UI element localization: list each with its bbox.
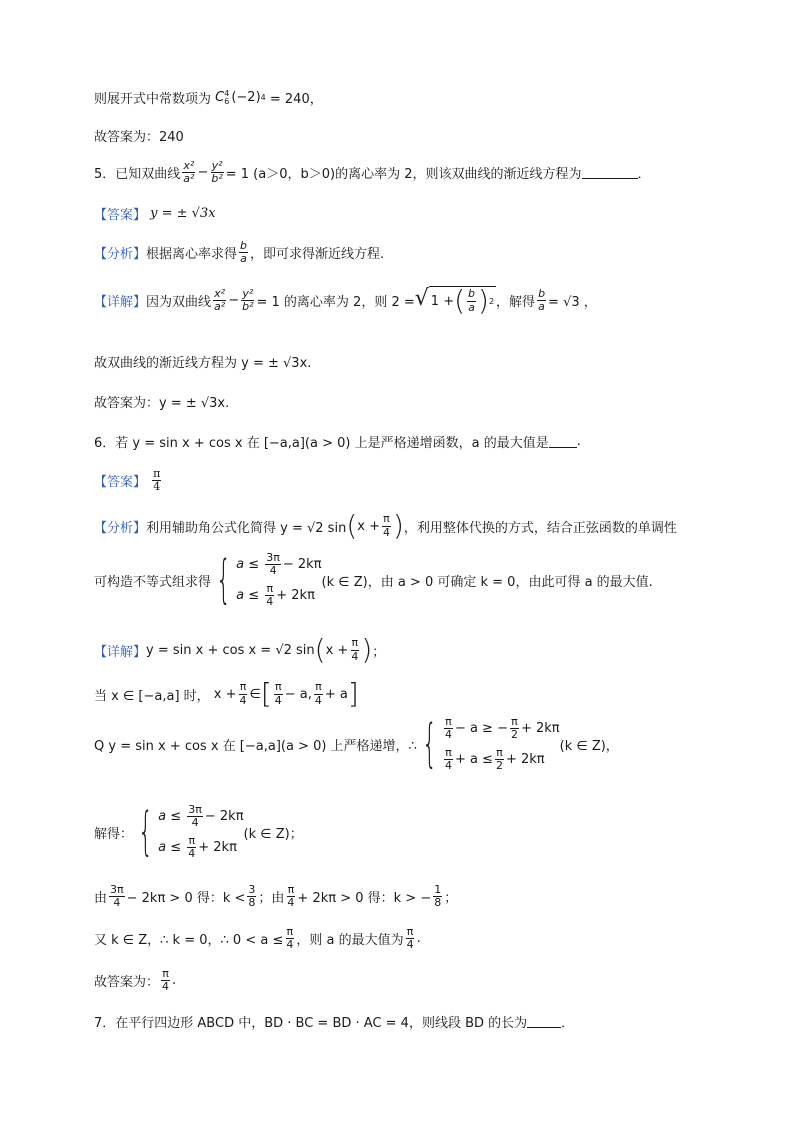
answer-blank xyxy=(527,1015,561,1028)
q5-answer: 【答案】 y = ± √3x xyxy=(94,206,216,223)
analysis-tag: 【分析】 xyxy=(94,247,147,263)
intro-line-1: 则展开式中常数项为 C 4 6 (−2) 4 = 240， xyxy=(94,88,323,107)
q6-also: 又 k ∈ Z，∴ k = 0，∴ 0 < a ≤ $\frac{\pi}{4}$ ，则 a 的最大值为 $\frac{\pi}{4}$ . xyxy=(94,925,421,952)
answer-blank xyxy=(549,435,577,448)
q6-detail: 【详解】 y = sin x + cos x = √2 sin ( x + $\frac{\pi}{4}$ ) ； xyxy=(94,633,386,666)
q6-answer: 【答案】 $\frac{\pi}{4}$ xyxy=(94,467,161,494)
q6-from: 由 $\frac{3\pi}{4}$ − 2kπ > 0 得：k < $\frac{3}{8}$ ；由 $\frac{\pi}{4}$ + 2kπ > 0 得：k > − $\frac{1}{8}$ ； xyxy=(94,883,458,910)
q5-detail: 【详解】 因为双曲线 $\frac{\text{x²}}{\text{a²}}$ − $\frac{\text{y²}}{\text{b²}}$ = 1 的离心率为 2，则 2 = √ 1 + ( $\frac{b}{a}$ ) 2 ，解得 $\frac{b}{a}$ = √3 ， xyxy=(94,284,597,317)
q6-monotone: Q y = sin x + cos x 在 [−a,a](a > 0) 上严格递增，∴ { $\frac{\pi}{4}$ − a ≥ − $\frac{\pi}{2}$ + 2kπ $\frac{\pi}{4}$ + a ≤ $\frac{\pi}{2}$ + 2kπ (k ∈ Z)， xyxy=(94,714,619,775)
answer-blank xyxy=(582,166,638,179)
analysis-tag: 【分析】 xyxy=(94,520,147,536)
intro-line-2: 故答案为：240 xyxy=(94,130,184,145)
detail-tag: 【详解】 xyxy=(94,644,147,660)
q5-analysis: 【分析】 根据离心率求得 $\frac{b}{a}$ ，即可求得渐近线方程. xyxy=(94,239,385,266)
q5-final: 故答案为：y = ± √3x. xyxy=(94,396,230,411)
answer-tag: 【答案】 xyxy=(94,475,147,491)
detail-tag: 【详解】 xyxy=(94,295,147,310)
sqrt-expression: √ 1 + ( $\frac{b}{a}$ ) 2 xyxy=(414,284,495,317)
q6-when: 当 x ∈ [−a,a] 时， x + $\frac{\pi}{4}$ ∈ [ $\frac{\pi}{4}$ − a, $\frac{\pi}{4}$ + a ] xyxy=(94,677,359,710)
q7-stem: 7．在平行四边形 ABCD 中，BD · BC = BD · AC = 4，则线段 BD 的长为 ． xyxy=(94,1016,575,1031)
answer-tag: 【答案】 xyxy=(94,208,147,223)
q6-stem: 6．若 y = sin x + cos x 在 [−a,a](a > 0) 上是严格递增函数，a 的最大值是 . xyxy=(94,434,581,451)
q6-construct: 可构造不等式组求得 { a ≤ $\frac{3\pi}{4}$ − 2kπ a ≤ $\frac{\pi}{4}$ + 2kπ (k ∈ Z)，由 a > 0 可确定 k = 0，由此可得 a 的最大值. xyxy=(94,550,653,611)
q6-solve: 解得： { a ≤ $\frac{3\pi}{4}$ − 2kπ a ≤ $\frac{\pi}{4}$ + 2kπ (k ∈ Z)； xyxy=(94,802,303,863)
q5-stem: 5．已知双曲线 $\frac{\text{x²}}{\text{a²}}$ − $\frac{\text{y²}}{\text{b²}}$ = 1 (a＞0，b＞0)的离心率为 2，则该双曲线的渐近线方程为 ． xyxy=(94,159,651,186)
q5-asymptote: 故双曲线的渐近线方程为 y = ± √3x. xyxy=(94,356,312,371)
q6-final: 故答案为： $\frac{\pi}{4}$ . xyxy=(94,967,177,994)
q6-analysis: 【分析】 利用辅助角公式化简得 y = √2 sin ( x + $\frac{\pi}{4}$ ) ，利用整体代换的方式，结合正弦函数的单调性 xyxy=(94,509,677,542)
